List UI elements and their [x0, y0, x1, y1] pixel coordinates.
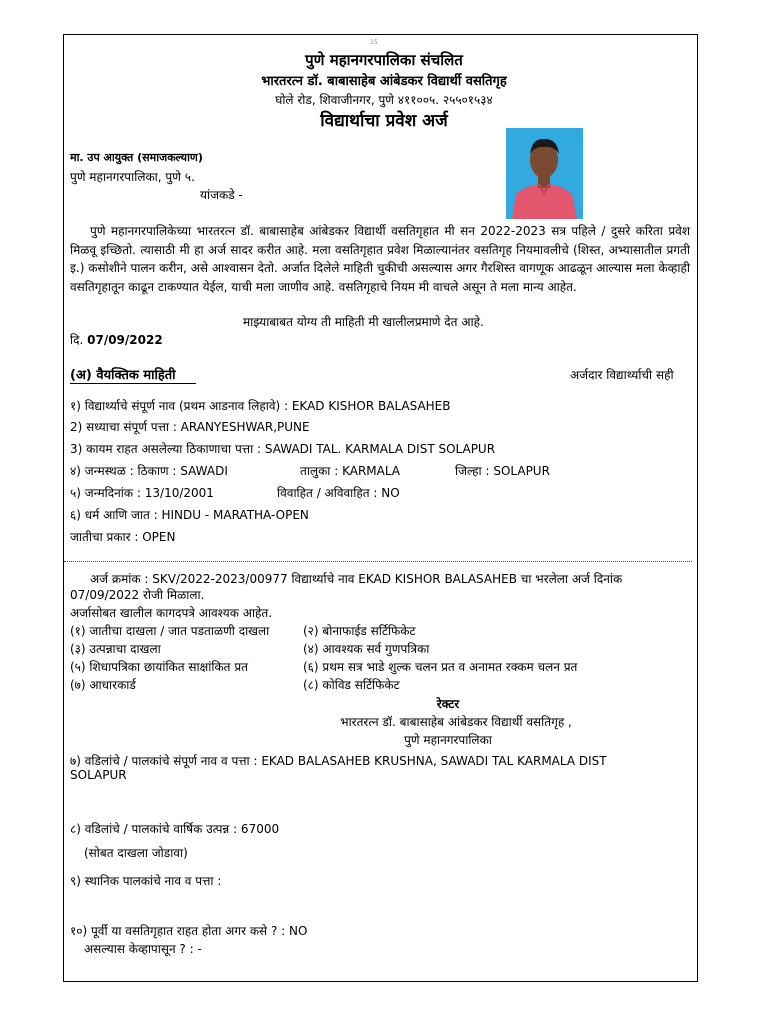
- form-title: विद्यार्थाचा प्रवेश अर्ज: [320, 111, 448, 131]
- field-previous-stay: १०) पूर्वी या वसतिगृहात राहत होता अगर कसे ? : NO: [70, 924, 308, 938]
- field-parent-address-cont: SOLAPUR: [70, 768, 127, 782]
- field-permanent-address: 3) कायम राहत असलेल्या ठिकाणाचा पत्ता : SAWADI TAL. KARMALA DIST SOLAPUR: [70, 442, 496, 456]
- doc-item: (५) शिधापत्रिका छायांकित साक्षांकित प्रत: [70, 660, 249, 674]
- field-religion-caste: ६) धर्म आणि जात : HINDU - MARATHA-OPEN: [70, 508, 309, 522]
- field-local-guardian: ९) स्थानिक पालकांचे नाव व पत्ता :: [70, 874, 222, 888]
- doc-item: (३) उत्पन्नाचा दाखला: [70, 642, 161, 656]
- section-a-underline: [70, 383, 196, 384]
- hostel-address: घोले रोड, शिवाजीनगर, पुणे ४११००५. २५५०१५३४: [275, 93, 493, 107]
- rector-hostel: भारतरत्न डॉ. बाबासाहेब आंबेडकर विद्यार्थी वसतिगृह ,: [340, 715, 572, 729]
- date-row: [70, 331, 163, 348]
- doc-item: (१) जातीचा दाखला / जात पडताळणी दाखला: [70, 624, 270, 638]
- rector-title: रेक्टर: [436, 697, 460, 711]
- doc-item: (६) प्रथम सत्र भाडे शुल्क चलन प्रत व अनामत रक्कम चलन प्रत: [303, 660, 578, 674]
- field-birthplace: ४) जन्मस्थळ : ठिकाण : SAWADI: [70, 464, 228, 478]
- date-label: दि.: [70, 333, 84, 347]
- field-student-name: १) विद्यार्थ्याचे संपूर्ण नाव (प्रथम आडनाव लिहावे) : EKAD KISHOR BALASAHEB: [70, 399, 451, 413]
- receipt-line-2: 07/09/2022 रोजी मिळाला.: [70, 588, 205, 602]
- addressee-to: यांजकडे -: [200, 188, 243, 202]
- applicant-photo: [506, 128, 583, 219]
- field-caste-type: जातीचा प्रकार : OPEN: [70, 530, 176, 544]
- hostel-name: भारतरत्न डॉ. बाबासाहेब आंबेडकर विद्यार्थी वसतिगृह: [261, 74, 507, 89]
- page-mark: 15: [370, 39, 378, 46]
- doc-item: (८) कोविड सर्टिफिकेट: [303, 678, 400, 692]
- field-marital-status: विवाहित / अविवाहित : NO: [277, 486, 400, 500]
- field-parent-income: ८) वडिलांचे / पालकांचे वार्षिक उत्पन्न : 67000: [70, 822, 280, 836]
- section-a-heading: (अ) वैयक्तिक माहिती: [70, 368, 176, 383]
- field-district: जिल्हा : SOLAPUR: [455, 464, 550, 478]
- date-value: 07/09/2022: [87, 333, 163, 347]
- signature-label: अर्जदार विद्यार्थ्याची सही: [570, 368, 674, 382]
- field-current-address: 2) सध्याचा संपूर्ण पत्ता : ARANYESHWAR,PUNE: [70, 420, 310, 434]
- doc-item: (४) आवश्यक सर्व गुणपत्रिका: [303, 642, 430, 656]
- field-stay-since: असल्यास केव्हापासून ? : -: [84, 942, 202, 956]
- addressee-title: मा. उप आयुक्त (समाजकल्याण): [70, 151, 203, 164]
- declaration-paragraph: पुणे महानगरपालिकेच्या भारतरत्न डॉ. बाबासाहेब आंबेडकर विद्यार्थी वसतिगृहात मी सन 2022-2023 सत्र पहिले / दुसरे करिता प्रवेश मिळवू इच्छितो. त्यासाठी मी हा अर्ज सादर करीत आहे. मला वसतिगृहात प्रवेश मिळाल्यानंतर वसतिगृह नियमावलीचे (शिस्त, अभ्यासातील प्रगती इ.) कसोशीने पालन करीन, असे आश्वासन देतो. अर्जात दिलेले माहिती चुकीची असल्यास अगर गैरशिस्त वागणूक आढळून आल्यास मला केव्हाही वसतिगृहातून काढून टाकण्यात येईल, याची मला जाणीव आहे. वसतिगृहाचे नियम मी वाचले असून ते मला मान्य आहेत.: [70, 224, 690, 294]
- income-note: (सोबत दाखला जोडावा): [84, 846, 188, 860]
- doc-item: (२) बोनाफाईड सर्टिफिकेट: [303, 624, 416, 638]
- receipt-line-1: अर्ज क्रमांक : SKV/2022-2023/00977 विद्यार्थ्याचे नाव EKAD KISHOR BALASAHEB चा भरलेला अर्ज दिनांक: [90, 572, 623, 586]
- addressee-office: पुणे महानगरपालिका, पुणे ५.: [70, 170, 195, 184]
- tear-line: [64, 561, 692, 562]
- field-dob: ५) जन्मदिनांक : 13/10/2001: [70, 486, 214, 500]
- doc-item: (७) आधारकार्ड: [70, 678, 136, 692]
- rector-municipality: पुणे महानगरपालिका: [404, 733, 492, 747]
- field-parent-name-address: ७) वडिलांचे / पालकांचे संपूर्ण नाव व पत्ता : EKAD BALASAHEB KRUSHNA, SAWADI TAL KARMALA DIST: [70, 754, 607, 768]
- field-taluka: तालुका : KARMALA: [300, 464, 401, 478]
- receipt-line-3: अर्जासोबत खालील कागदपत्रे आवश्यक आहेत.: [70, 606, 273, 620]
- declaration-closing: माझ्याबाबत योग्य ती माहिती मी खालीलप्रमाणे देत आहे.: [243, 315, 484, 329]
- org-title: पुणे महानगरपालिका संचलित: [305, 51, 463, 69]
